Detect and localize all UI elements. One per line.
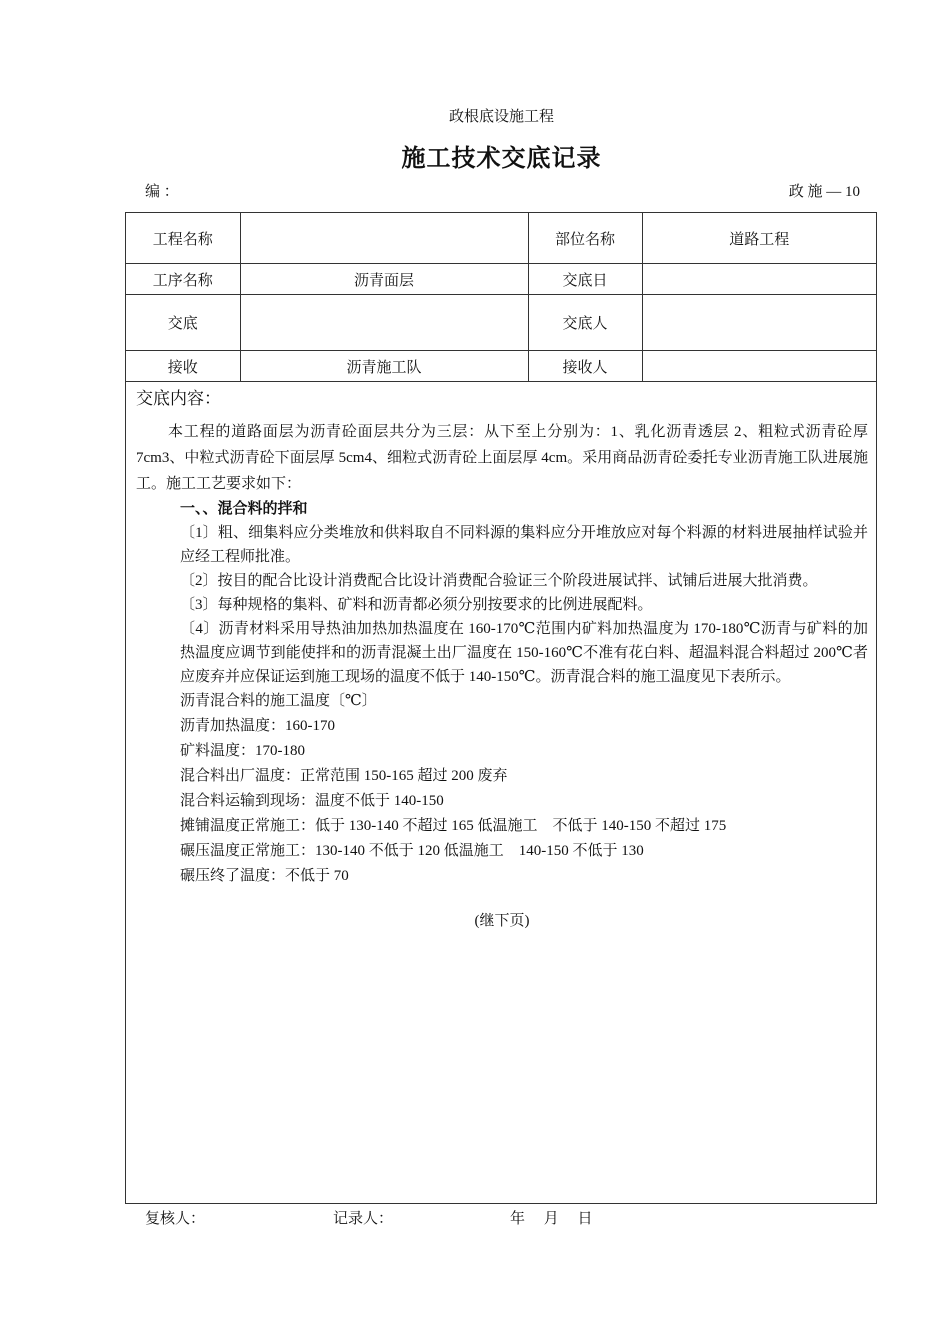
temperature-line: 摊铺温度正常施工：低于 130-140 不超过 165 低温施工 不低于 140-150 不超过 175 — [180, 818, 727, 834]
value-receiver — [642, 351, 876, 382]
content-label: 交底内容： — [136, 389, 221, 408]
document-title: 施工技术交底记录 — [401, 146, 602, 172]
label-part-name: 部位名称 — [528, 213, 642, 264]
form-code: 政 施 — 10 — [788, 184, 860, 200]
reviewer-label: 复核人： — [145, 1211, 206, 1227]
value-handover — [240, 295, 528, 351]
value-process-name: 沥青面层 — [240, 264, 528, 295]
record-frame — [125, 212, 877, 1204]
project-subtitle: 政根底设施工程 — [448, 109, 554, 125]
label-process-name: 工序名称 — [126, 264, 240, 295]
temperature-line: 沥青加热温度：160-170 — [180, 718, 335, 734]
recorder-label: 记录人： — [333, 1211, 394, 1227]
temperature-line: 矿料温度：170-180 — [180, 743, 305, 759]
value-handover-date — [642, 264, 876, 295]
label-handover-person: 交底人 — [528, 295, 642, 351]
table-row — [126, 295, 876, 351]
continue-note: (继下页) — [474, 913, 530, 929]
intro-paragraph: 本工程的道路面层为沥青砼面层共分为三层：从下至上分别为：1、乳化沥青透层 2、粗粒式沥青砼厚 7cm3、中粒式沥青砼下面层厚 5cm4、细粒式沥青砼上面层厚 4cm。采用商品沥青砼委托专业沥青施工队进展施工。施工工艺要求如下： — [136, 424, 868, 492]
table-row — [126, 213, 876, 264]
value-part-name: 道路工程 — [642, 213, 876, 264]
temperature-line: 混合料运输到现场：温度不低于 140-150 — [180, 793, 444, 809]
label-handover-date: 交底日 — [528, 264, 642, 295]
table-row — [126, 264, 876, 295]
temperature-line: 沥青混合料的施工温度〔℃〕 — [180, 693, 377, 709]
section-heading: 一、、混合料的拌和 — [180, 501, 308, 517]
date-label: 年 月 日 — [510, 1211, 593, 1227]
list-item: 〔4〕沥青材料采用导热油加热加热温度在 160-170℃范围内矿料加热温度为 170-180℃沥青与矿料的加热温度应调节到能使拌和的沥青混凝土出厂温度在 150-160℃不准有花白料、超温料混合料超过 200℃者应废弃并应保证运到施工现场的温度不低于 140-150℃。沥青混合料的施工温度见下表所示。 — [180, 621, 868, 685]
label-receiver: 接收人 — [528, 351, 642, 382]
temperature-line: 碾压温度正常施工：130-140 不低于 120 低温施工 140-150 不低于 130 — [180, 843, 644, 859]
list-item: 〔3〕每种规格的集料、矿料和沥青都必须分别按要求的比例进展配料。 — [180, 597, 653, 613]
label-receive: 接收 — [126, 351, 240, 382]
temperature-line: 碾压终了温度：不低于 70 — [180, 868, 349, 884]
list-item: 〔2〕按目的配合比设计消费配合比设计消费配合验证三个阶段进展试拌、试铺后进展大批消费。 — [180, 573, 818, 589]
value-receive: 沥青施工队 — [240, 351, 528, 382]
label-handover: 交底 — [126, 295, 240, 351]
list-item: 〔1〕粗、细集料应分类堆放和供料取自不同料源的集料应分开堆放应对每个料源的材料进展抽样试验并应经工程师批准。 — [180, 525, 868, 565]
table-row — [126, 351, 876, 382]
temperature-line: 混合料出厂温度：正常范围 150-165 超过 200 废弃 — [180, 768, 508, 784]
value-handover-person — [642, 295, 876, 351]
info-table — [126, 213, 876, 382]
value-project-name — [240, 213, 528, 264]
label-project-name: 工程名称 — [126, 213, 240, 264]
code-label: 编 ： — [145, 184, 179, 200]
handover-content — [126, 384, 876, 930]
